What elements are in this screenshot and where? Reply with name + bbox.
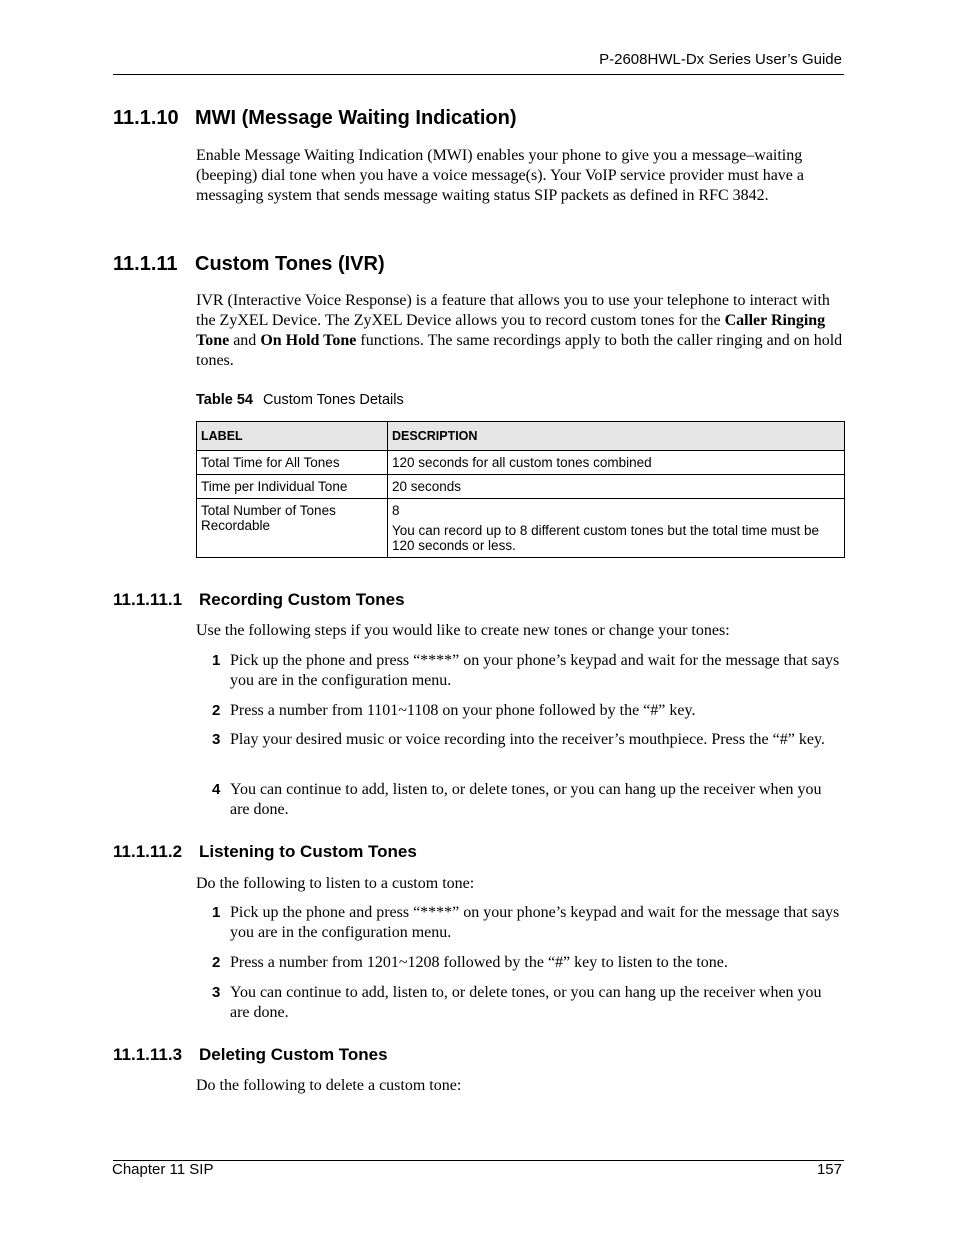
section-number: 11.1.11.1 <box>113 590 183 609</box>
section-number: 11.1.11 <box>113 253 178 275</box>
running-header: P-2608HWL-Dx Series User’s Guide <box>599 51 842 68</box>
table-row <box>197 451 845 475</box>
custom-tones-paragraph <box>196 291 844 371</box>
step-text: Pick up the phone and press “****” on your phone’s keypad and wait for the message that says you are in the configuration menu. <box>230 904 840 941</box>
subsection-heading-listening <box>113 842 417 862</box>
step-number: 3 <box>212 731 221 748</box>
cell-description: 20 seconds <box>388 475 845 499</box>
section-heading-custom-tones <box>113 253 385 276</box>
paragraph-text: functions. The same recordings apply to both the caller ringing and on hold tones. <box>196 332 843 369</box>
cell-label: Time per Individual Tone <box>197 475 388 499</box>
list-item <box>212 983 844 1023</box>
section-heading-mwi <box>113 107 516 130</box>
list-item <box>212 730 844 750</box>
cell-description: 120 seconds for all custom tones combined <box>388 451 845 475</box>
step-text: Press a number from 1201~1208 followed by the “#” key to listen to the tone. <box>230 954 728 971</box>
paragraph-text: IVR (Interactive Voice Response) is a feature that allows you to use your telephone to interact with the ZyXEL Device. The ZyXEL Device allows you to record custom tones for the <box>196 292 830 329</box>
step-text: You can continue to add, listen to, or delete tones, or you can hang up the receiver when you are done. <box>230 781 822 818</box>
cell-label: Total Time for All Tones <box>197 451 388 475</box>
table-row <box>197 499 845 558</box>
table-row <box>197 475 845 499</box>
deleting-intro: Do the following to delete a custom tone: <box>196 1077 462 1094</box>
step-text: You can continue to add, listen to, or delete tones, or you can hang up the receiver when you are done. <box>230 984 822 1021</box>
cell-note: You can record up to 8 different custom tones but the total time must be 120 seconds or less. <box>392 523 820 553</box>
cell-value: 8 <box>392 503 400 518</box>
paragraph-text: and <box>229 332 261 349</box>
cell-label: Total Number of Tones Recordable <box>197 499 388 558</box>
section-number: 11.1.11.3 <box>113 1045 183 1064</box>
section-title: Deleting Custom Tones <box>199 1045 388 1064</box>
mwi-paragraph: Enable Message Waiting Indication (MWI) enables your phone to give you a message–waiting (beeping) dial tone when you have a voice message(s). Your VoIP service provider must have a messaging system that sends message waiting status SIP packets as defined in RFC 3842. <box>196 147 804 204</box>
table-title: Custom Tones Details <box>262 392 404 408</box>
cell-description <box>388 499 845 558</box>
table-header-row <box>197 422 845 451</box>
footer-rule <box>113 1160 844 1161</box>
custom-tones-table <box>196 421 845 558</box>
step-number: 1 <box>212 652 221 669</box>
on-hold-tone-term: On Hold Tone <box>260 332 357 349</box>
step-number: 2 <box>212 954 221 971</box>
table-caption <box>196 392 404 408</box>
step-number: 4 <box>212 781 221 798</box>
page-number: 157 <box>816 1161 842 1178</box>
subsection-heading-recording <box>113 590 405 610</box>
step-number: 2 <box>212 702 221 719</box>
step-number: 3 <box>212 984 221 1001</box>
list-item <box>212 903 844 943</box>
section-title: Listening to Custom Tones <box>199 842 417 861</box>
section-number: 11.1.10 <box>113 107 179 129</box>
section-title: MWI (Message Waiting Indication) <box>195 107 517 129</box>
list-item <box>212 651 844 691</box>
header-rule <box>113 74 844 75</box>
step-text: Pick up the phone and press “****” on your phone’s keypad and wait for the message that says you are in the configuration menu. <box>230 652 840 689</box>
list-item <box>212 701 844 721</box>
list-item <box>212 780 844 820</box>
list-item <box>212 953 844 973</box>
section-number: 11.1.11.2 <box>113 842 183 861</box>
subsection-heading-deleting <box>113 1045 388 1065</box>
table-number: Table 54 <box>196 392 253 408</box>
section-title: Recording Custom Tones <box>199 590 405 609</box>
header-label: LABEL <box>197 422 388 451</box>
caller-ringing-tone-term: Caller Ringing Tone <box>196 312 826 349</box>
step-number: 1 <box>212 904 221 921</box>
step-text: Play your desired music or voice recording into the receiver’s mouthpiece. Press the “#” key. <box>230 731 825 748</box>
section-title: Custom Tones (IVR) <box>195 253 385 275</box>
step-text: Press a number from 1101~1108 on your phone followed by the “#” key. <box>230 702 696 719</box>
listening-intro: Do the following to listen to a custom tone: <box>196 875 475 892</box>
footer-chapter: Chapter 11 SIP <box>112 1161 214 1178</box>
recording-intro: Use the following steps if you would like to create new tones or change your tones: <box>196 622 730 639</box>
header-description: DESCRIPTION <box>388 422 845 451</box>
